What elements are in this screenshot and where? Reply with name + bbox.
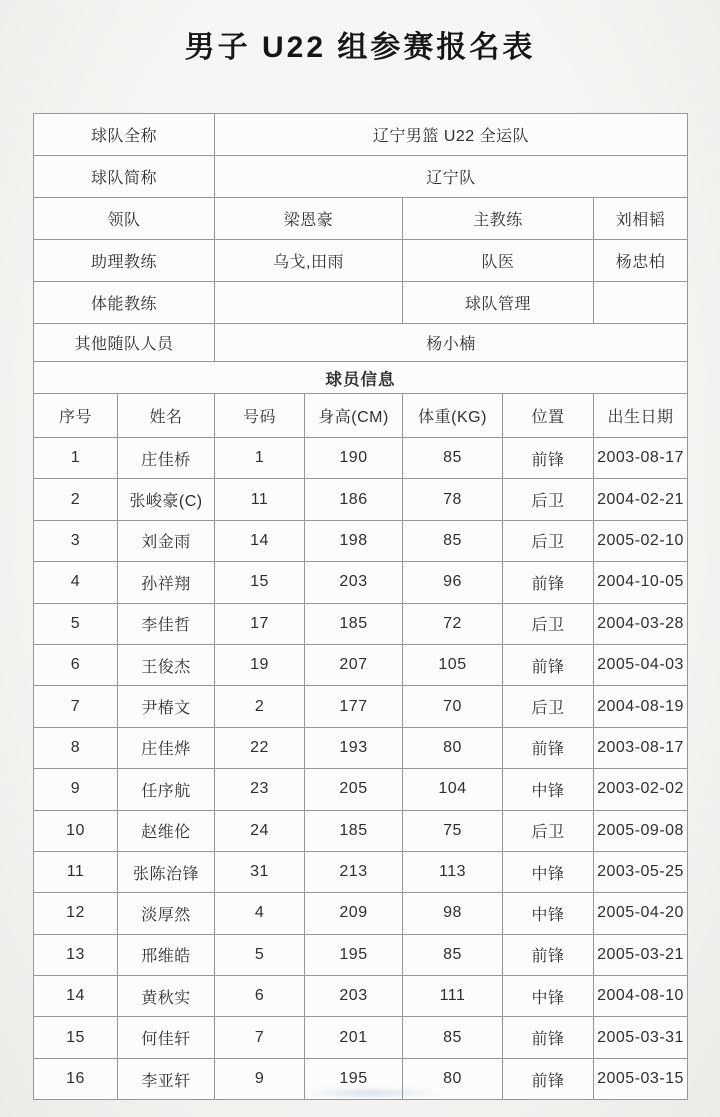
cell-number: 7 xyxy=(215,1017,305,1058)
cell-height: 213 xyxy=(305,851,403,892)
team-info-section xyxy=(34,114,688,438)
cell-seq: 3 xyxy=(34,520,118,561)
table-row xyxy=(34,1058,688,1099)
team-fullname-value: 辽宁男篮 U22 全运队 xyxy=(215,114,688,156)
cell-height: 193 xyxy=(305,727,403,768)
table-row xyxy=(34,810,688,851)
cell-height: 185 xyxy=(305,603,403,644)
cell-seq: 5 xyxy=(34,603,118,644)
cell-name: 邢维皓 xyxy=(118,934,215,975)
cell-seq: 14 xyxy=(34,976,118,1017)
column-header-5: 位置 xyxy=(503,394,594,438)
cell-number: 15 xyxy=(215,562,305,603)
table-row xyxy=(34,562,688,603)
cell-number: 23 xyxy=(215,769,305,810)
cell-number: 4 xyxy=(215,893,305,934)
cell-birthdate: 2005-09-08 xyxy=(594,810,688,851)
cell-name: 任序航 xyxy=(118,769,215,810)
fitness-coach-label: 体能教练 xyxy=(34,282,215,324)
cell-weight: 85 xyxy=(403,520,503,561)
cell-name: 刘金雨 xyxy=(118,520,215,561)
cell-height: 195 xyxy=(305,1058,403,1099)
table-row xyxy=(34,1017,688,1058)
table-row xyxy=(34,851,688,892)
table-row xyxy=(34,438,688,479)
cell-weight: 85 xyxy=(403,438,503,479)
cell-position: 后卫 xyxy=(503,479,594,520)
cell-height: 201 xyxy=(305,1017,403,1058)
table-row xyxy=(34,934,688,975)
other-staff-label: 其他随队人员 xyxy=(34,324,215,362)
team-info-row xyxy=(34,114,688,156)
cell-number: 5 xyxy=(215,934,305,975)
cell-position: 中锋 xyxy=(503,769,594,810)
cell-position: 后卫 xyxy=(503,686,594,727)
cell-seq: 11 xyxy=(34,851,118,892)
cell-number: 1 xyxy=(215,438,305,479)
team-info-row xyxy=(34,324,688,362)
cell-height: 177 xyxy=(305,686,403,727)
table-row xyxy=(34,893,688,934)
cell-height: 186 xyxy=(305,479,403,520)
team-leader-value: 梁恩豪 xyxy=(215,198,403,240)
cell-seq: 6 xyxy=(34,644,118,685)
cell-number: 31 xyxy=(215,851,305,892)
cell-height: 190 xyxy=(305,438,403,479)
table-row xyxy=(34,976,688,1017)
cell-position: 前锋 xyxy=(503,727,594,768)
page-title: 男子 U22 组参赛报名表 xyxy=(184,31,536,64)
table-row xyxy=(34,520,688,561)
cell-seq: 16 xyxy=(34,1058,118,1099)
cell-weight: 98 xyxy=(403,893,503,934)
cell-number: 2 xyxy=(215,686,305,727)
cell-weight: 85 xyxy=(403,1017,503,1058)
cell-seq: 10 xyxy=(34,810,118,851)
head-coach-label: 主教练 xyxy=(403,198,594,240)
table-row xyxy=(34,479,688,520)
assistant-coach-label: 助理教练 xyxy=(34,240,215,282)
cell-position: 前锋 xyxy=(503,644,594,685)
team-fullname-label: 球队全称 xyxy=(34,114,215,156)
table-row xyxy=(34,603,688,644)
cell-birthdate: 2005-03-21 xyxy=(594,934,688,975)
cell-number: 17 xyxy=(215,603,305,644)
cell-birthdate: 2003-08-17 xyxy=(594,727,688,768)
cell-height: 209 xyxy=(305,893,403,934)
cell-number: 24 xyxy=(215,810,305,851)
cell-number: 19 xyxy=(215,644,305,685)
cell-height: 207 xyxy=(305,644,403,685)
cell-birthdate: 2005-02-10 xyxy=(594,520,688,561)
cell-weight: 105 xyxy=(403,644,503,685)
cell-height: 198 xyxy=(305,520,403,561)
cell-position: 前锋 xyxy=(503,1017,594,1058)
cell-seq: 7 xyxy=(34,686,118,727)
team-shortname-label: 球队简称 xyxy=(34,156,215,198)
cell-name: 庄佳桥 xyxy=(118,438,215,479)
cell-weight: 80 xyxy=(403,727,503,768)
cell-name: 赵维伦 xyxy=(118,810,215,851)
cell-weight: 80 xyxy=(403,1058,503,1099)
cell-name: 庄佳烨 xyxy=(118,727,215,768)
players-section-title: 球员信息 xyxy=(34,362,688,394)
cell-weight: 104 xyxy=(403,769,503,810)
team-info-row xyxy=(34,156,688,198)
cell-height: 195 xyxy=(305,934,403,975)
table-row xyxy=(34,769,688,810)
cell-weight: 113 xyxy=(403,851,503,892)
cell-position: 前锋 xyxy=(503,1058,594,1099)
cell-birthdate: 2005-04-20 xyxy=(594,893,688,934)
team-doctor-value: 杨忠柏 xyxy=(594,240,688,282)
cell-seq: 15 xyxy=(34,1017,118,1058)
cell-weight: 111 xyxy=(403,976,503,1017)
cell-number: 11 xyxy=(215,479,305,520)
cell-birthdate: 2003-08-17 xyxy=(594,438,688,479)
cell-birthdate: 2003-02-02 xyxy=(594,769,688,810)
cell-name: 何佳轩 xyxy=(118,1017,215,1058)
cell-name: 李佳哲 xyxy=(118,603,215,644)
cell-seq: 2 xyxy=(34,479,118,520)
cell-position: 后卫 xyxy=(503,810,594,851)
cell-name: 黄秋实 xyxy=(118,976,215,1017)
cell-height: 185 xyxy=(305,810,403,851)
team-manager-value xyxy=(594,282,688,324)
cell-height: 205 xyxy=(305,769,403,810)
cell-number: 22 xyxy=(215,727,305,768)
cell-name: 孙祥翔 xyxy=(118,562,215,603)
team-info-row xyxy=(34,198,688,240)
cell-number: 6 xyxy=(215,976,305,1017)
cell-birthdate: 2005-04-03 xyxy=(594,644,688,685)
registration-table xyxy=(33,113,688,1100)
column-header-1: 姓名 xyxy=(118,394,215,438)
cell-weight: 72 xyxy=(403,603,503,644)
cell-position: 中锋 xyxy=(503,851,594,892)
cell-birthdate: 2005-03-31 xyxy=(594,1017,688,1058)
team-info-row xyxy=(34,240,688,282)
cell-name: 张峻豪(C) xyxy=(118,479,215,520)
cell-seq: 8 xyxy=(34,727,118,768)
team-leader-label: 领队 xyxy=(34,198,215,240)
players-table-body xyxy=(34,438,688,1100)
cell-birthdate: 2004-10-05 xyxy=(594,562,688,603)
table-row xyxy=(34,644,688,685)
cell-position: 前锋 xyxy=(503,438,594,479)
cell-position: 后卫 xyxy=(503,603,594,644)
cell-seq: 12 xyxy=(34,893,118,934)
cell-seq: 13 xyxy=(34,934,118,975)
column-header-0: 序号 xyxy=(34,394,118,438)
cell-position: 前锋 xyxy=(503,934,594,975)
cell-name: 李亚轩 xyxy=(118,1058,215,1099)
table-row xyxy=(34,727,688,768)
head-coach-value: 刘相韬 xyxy=(594,198,688,240)
cell-weight: 75 xyxy=(403,810,503,851)
cell-weight: 78 xyxy=(403,479,503,520)
table-row xyxy=(34,686,688,727)
cell-position: 后卫 xyxy=(503,520,594,561)
cell-name: 尹椿文 xyxy=(118,686,215,727)
cell-name: 张陈治锋 xyxy=(118,851,215,892)
column-header-3: 身高(CM) xyxy=(305,394,403,438)
cell-height: 203 xyxy=(305,976,403,1017)
cell-seq: 9 xyxy=(34,769,118,810)
cell-birthdate: 2004-08-19 xyxy=(594,686,688,727)
cell-seq: 4 xyxy=(34,562,118,603)
cell-weight: 70 xyxy=(403,686,503,727)
cell-birthdate: 2005-03-15 xyxy=(594,1058,688,1099)
cell-seq: 1 xyxy=(34,438,118,479)
team-shortname-value: 辽宁队 xyxy=(215,156,688,198)
team-manager-label: 球队管理 xyxy=(403,282,594,324)
cell-weight: 85 xyxy=(403,934,503,975)
cell-position: 前锋 xyxy=(503,562,594,603)
players-header-row xyxy=(34,394,688,438)
cell-number: 14 xyxy=(215,520,305,561)
cell-weight: 96 xyxy=(403,562,503,603)
column-header-6: 出生日期 xyxy=(594,394,688,438)
cell-birthdate: 2003-05-25 xyxy=(594,851,688,892)
cell-number: 9 xyxy=(215,1058,305,1099)
column-header-2: 号码 xyxy=(215,394,305,438)
team-doctor-label: 队医 xyxy=(403,240,594,282)
cell-name: 王俊杰 xyxy=(118,644,215,685)
cell-birthdate: 2004-03-28 xyxy=(594,603,688,644)
fitness-coach-value xyxy=(215,282,403,324)
cell-birthdate: 2004-02-21 xyxy=(594,479,688,520)
players-section-row xyxy=(34,362,688,394)
cell-name: 淡厚然 xyxy=(118,893,215,934)
cell-position: 中锋 xyxy=(503,893,594,934)
assistant-coach-value: 乌戈,田雨 xyxy=(215,240,403,282)
column-header-4: 体重(KG) xyxy=(403,394,503,438)
cell-position: 中锋 xyxy=(503,976,594,1017)
cell-birthdate: 2004-08-10 xyxy=(594,976,688,1017)
other-staff-value: 杨小楠 xyxy=(215,324,688,362)
team-info-row xyxy=(34,282,688,324)
cell-height: 203 xyxy=(305,562,403,603)
